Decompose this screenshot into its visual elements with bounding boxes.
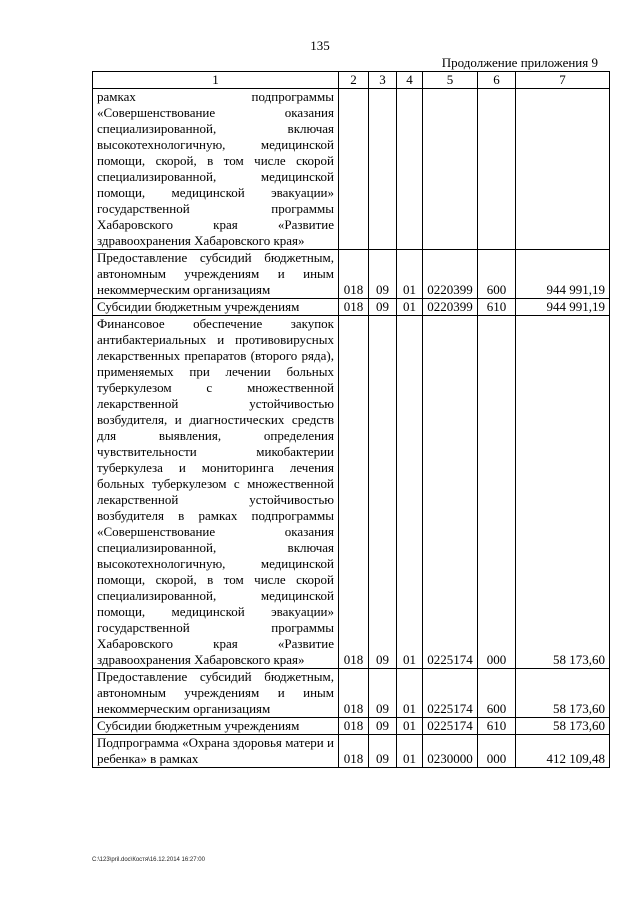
document-path-footer: C:\123\pril.doc\Костя\16.12.2014 16:27:00: [92, 857, 205, 863]
cell-target-article: [423, 89, 478, 250]
cell-expense-type: [478, 89, 516, 250]
cell-ministry-code: 018: [339, 299, 369, 316]
cell-amount: 58 173,60: [516, 718, 610, 735]
cell-subsection: 01: [397, 669, 423, 718]
cell-section: 09: [369, 669, 397, 718]
col-header-1: 1: [93, 72, 339, 89]
cell-target-article: 0225174: [423, 669, 478, 718]
cell-section: 09: [369, 250, 397, 299]
cell-target-article: 0225174: [423, 316, 478, 669]
cell-ministry-code: 018: [339, 669, 369, 718]
cell-expense-type: 000: [478, 316, 516, 669]
col-header-7: 7: [516, 72, 610, 89]
cell-section: 09: [369, 316, 397, 669]
cell-section: 09: [369, 299, 397, 316]
cell-expense-type: 600: [478, 250, 516, 299]
row-description: Субсидии бюджетным учреждениям: [93, 718, 339, 735]
cell-amount: 58 173,60: [516, 669, 610, 718]
header-row: [93, 72, 610, 89]
table-row: [93, 735, 610, 768]
cell-section: 09: [369, 718, 397, 735]
cell-subsection: 01: [397, 735, 423, 768]
cell-subsection: 01: [397, 250, 423, 299]
cell-expense-type: 610: [478, 299, 516, 316]
cell-amount: [516, 89, 610, 250]
appendix-label: Продолжение приложения 9: [441, 55, 598, 70]
row-description: Предоставление субсидий бюджетным, автономным учреждениям и иным некоммерческим организациям: [93, 669, 339, 718]
cell-ministry-code: [339, 89, 369, 250]
cell-subsection: 01: [397, 718, 423, 735]
cell-ministry-code: 018: [339, 316, 369, 669]
col-header-2: 2: [339, 72, 369, 89]
row-description: Подпрограмма «Охрана здоровья матери и ребенка» в рамках: [93, 735, 339, 768]
cell-amount: 58 173,60: [516, 316, 610, 669]
cell-amount: 412 109,48: [516, 735, 610, 768]
col-header-4: 4: [397, 72, 423, 89]
cell-amount: 944 991,19: [516, 250, 610, 299]
cell-target-article: 0225174: [423, 718, 478, 735]
cell-ministry-code: 018: [339, 250, 369, 299]
table-row: [93, 89, 610, 250]
cell-section: [369, 89, 397, 250]
cell-ministry-code: 018: [339, 735, 369, 768]
col-header-6: 6: [478, 72, 516, 89]
row-description: Предоставление субсидий бюджетным, автономным учреждениям и иным некоммерческим организациям: [93, 250, 339, 299]
row-description: Субсидии бюджетным учреждениям: [93, 299, 339, 316]
cell-target-article: 0220399: [423, 299, 478, 316]
cell-ministry-code: 018: [339, 718, 369, 735]
table-row: [93, 718, 610, 735]
cell-target-article: 0230000: [423, 735, 478, 768]
row-description: Финансовое обеспечение закупок антибактериальных и противовирусных лекарственных препаратов (второго ряда), применяемых при лечении больных туберкулезом с множественной лекарственной устойчивостью возбудителя, и диагностических средств для выявления, определения чувствительности микобактерии туберкулеза и мониторинга лечения больных туберкулезом с множественной лекарственной устойчивостью возбудителя в рамках подпрограммы «Совершенствование оказания специализированной, включая высокотехнологичную, медицинской помощи, скорой, в том числе скорой специализированной, медицинской помощи, медицинской эвакуации» государственной программы Хабаровского края «Развитие здравоохранения Хабаровского края»: [93, 316, 339, 669]
table-row: [93, 299, 610, 316]
table-row: [93, 669, 610, 718]
col-header-5: 5: [423, 72, 478, 89]
table-row: [93, 316, 610, 669]
cell-expense-type: 600: [478, 669, 516, 718]
cell-subsection: 01: [397, 299, 423, 316]
cell-subsection: [397, 89, 423, 250]
cell-subsection: 01: [397, 316, 423, 669]
cell-section: 09: [369, 735, 397, 768]
cell-expense-type: 000: [478, 735, 516, 768]
row-description: рамках подпрограммы «Совершенствование оказания специализированной, включая высокотехнологичную, медицинской помощи, скорой, в том числе скорой специализированной, медицинской помощи, медицинской эвакуации» государственной программы Хабаровского края «Развитие здравоохранения Хабаровского края»: [93, 89, 339, 250]
budget-table: [92, 71, 610, 768]
cell-amount: 944 991,19: [516, 299, 610, 316]
table-row: [93, 250, 610, 299]
cell-target-article: 0220399: [423, 250, 478, 299]
cell-expense-type: 610: [478, 718, 516, 735]
col-header-3: 3: [369, 72, 397, 89]
page-number: 135: [310, 38, 330, 53]
